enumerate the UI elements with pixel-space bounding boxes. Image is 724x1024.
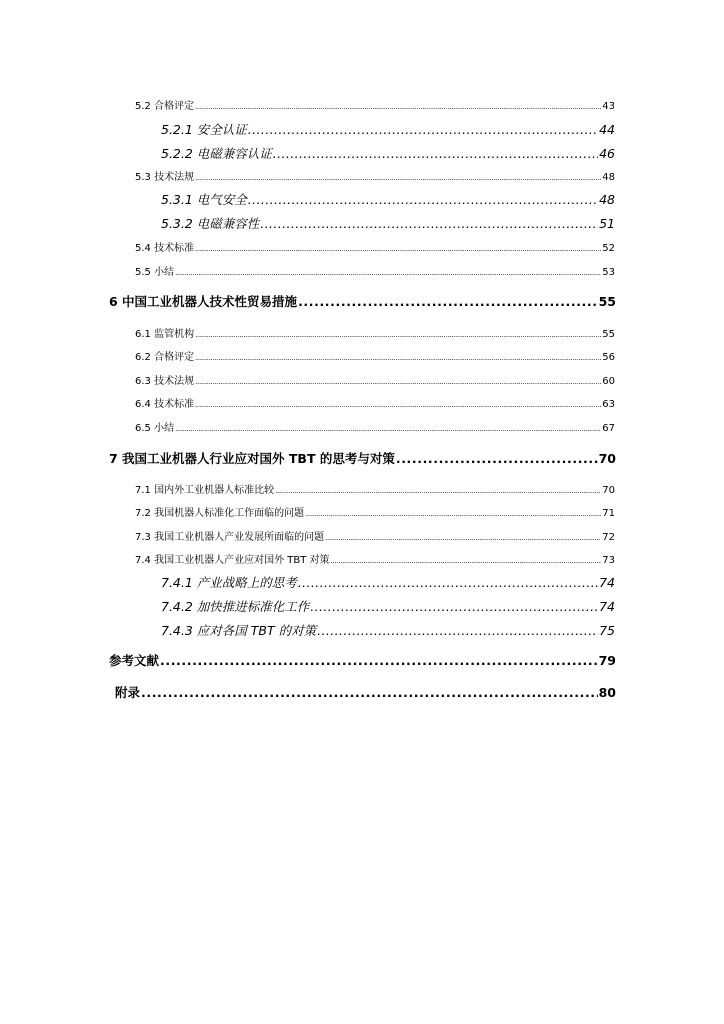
dot-leader [305, 510, 601, 518]
toc-entry-5-2[interactable] [135, 97, 615, 112]
toc-page-number: 55 [598, 294, 616, 309]
toc-label: 5.5 小结 [135, 267, 175, 278]
toc-entry-6-4[interactable] [135, 395, 615, 410]
toc-entry-5-3-2[interactable] [161, 214, 615, 232]
toc-page-number: 56 [602, 352, 615, 363]
toc-entry-chapter-7[interactable] [109, 449, 616, 467]
dot-leader [195, 354, 601, 362]
dot-leader [298, 575, 598, 590]
toc-page-number: 53 [602, 267, 615, 278]
toc-page-number: 80 [598, 685, 616, 700]
toc-entry-5-4[interactable] [135, 239, 615, 254]
toc-page-number: 71 [602, 508, 615, 519]
toc-label: 5.3 技术法规 [135, 172, 195, 183]
toc-label: 7.4 我国工业机器人产业应对国外 TBT 对策 [135, 555, 330, 566]
dot-leader [298, 294, 598, 309]
dot-leader [248, 122, 598, 137]
toc-entry-6-3[interactable] [135, 372, 615, 387]
toc-page-number: 44 [599, 122, 615, 137]
toc-label: 7.3 我国工业机器人产业发展所面临的问题 [135, 532, 325, 543]
dot-leader [317, 623, 598, 638]
dot-leader [175, 269, 601, 277]
toc-entry-6-2[interactable] [135, 348, 615, 363]
toc-label: 7.2 我国机器人标准化工作面临的问题 [135, 508, 305, 519]
toc-entry-6-1[interactable] [135, 325, 615, 340]
dot-leader [275, 487, 601, 495]
toc-page-number: 63 [602, 399, 615, 410]
toc-page-number: 70 [598, 451, 616, 466]
dot-leader [160, 653, 598, 668]
toc-label: 5.3.1 电气安全 [161, 192, 247, 207]
toc-page-number: 70 [602, 485, 615, 496]
dot-leader [195, 331, 601, 339]
toc-page-number: 79 [598, 653, 616, 668]
toc-label: 5.2 合格评定 [135, 101, 195, 112]
toc-label: 6.5 小结 [135, 423, 175, 434]
toc-entry-7-4-1[interactable] [161, 573, 615, 591]
toc-label: 7.4.3 应对各国 TBT 的对策 [161, 623, 317, 638]
toc-entry-references[interactable] [109, 651, 616, 669]
toc-page-number: 48 [599, 192, 615, 207]
toc-label: 7.1 国内外工业机器人标准比较 [135, 485, 275, 496]
toc-label: 5.4 技术标准 [135, 243, 195, 254]
dot-leader [310, 599, 598, 614]
toc-label: 参考文献 [109, 653, 160, 668]
toc-page-number: 72 [602, 532, 615, 543]
dot-leader [331, 557, 602, 565]
toc-page-number: 60 [602, 376, 615, 387]
toc-page-number: 51 [599, 216, 615, 231]
toc-entry-7-1[interactable] [135, 481, 615, 496]
toc-entry-appendix[interactable] [115, 683, 616, 701]
toc-label: 5.3.2 电磁兼容性 [161, 216, 260, 231]
toc-entry-5-3-1[interactable] [161, 190, 615, 208]
toc-entry-7-4[interactable] [135, 551, 615, 566]
toc-label: 附录 [115, 685, 141, 700]
toc-label: 5.2.1 安全认证 [161, 122, 247, 137]
toc-entry-7-4-3[interactable] [161, 621, 615, 639]
dot-leader [273, 146, 598, 161]
toc-label: 6.4 技术标准 [135, 399, 195, 410]
toc-entry-7-4-2[interactable] [161, 597, 615, 615]
toc-entry-5-2-1[interactable] [161, 120, 615, 138]
toc-label: 7 我国工业机器人行业应对国外 TBT 的思考与对策 [109, 451, 395, 466]
toc-page-number: 46 [599, 146, 615, 161]
dot-leader [195, 103, 601, 111]
toc-label: 6.2 合格评定 [135, 352, 195, 363]
toc-page-number: 67 [602, 423, 615, 434]
toc-page-number: 73 [602, 555, 615, 566]
dot-leader [260, 216, 598, 231]
dot-leader [195, 378, 601, 386]
toc-entry-5-5[interactable] [135, 263, 615, 278]
toc-entry-7-3[interactable] [135, 528, 615, 543]
toc-entry-7-2[interactable] [135, 504, 615, 519]
toc-page-number: 74 [599, 575, 615, 590]
toc-label: 5.2.2 电磁兼容认证 [161, 146, 272, 161]
toc-entry-6-5[interactable] [135, 419, 615, 434]
dot-leader [175, 425, 601, 433]
dot-leader [195, 401, 601, 409]
toc-label: 6.1 监管机构 [135, 329, 195, 340]
toc-page-number: 75 [599, 623, 615, 638]
toc-label: 7.4.2 加快推进标准化工作 [161, 599, 310, 614]
toc-entry-5-3[interactable] [135, 168, 615, 183]
toc-label: 6 中国工业机器人技术性贸易措施 [109, 294, 298, 309]
toc-page-number: 74 [599, 599, 615, 614]
toc-entry-chapter-6[interactable] [109, 292, 616, 310]
toc-page-number: 52 [602, 243, 615, 254]
dot-leader [195, 245, 601, 253]
toc-page-number: 55 [602, 329, 615, 340]
dot-leader [141, 685, 598, 700]
toc-page-number: 48 [602, 172, 615, 183]
toc-entry-5-2-2[interactable] [161, 144, 615, 162]
dot-leader [195, 174, 601, 182]
toc-label: 6.3 技术法规 [135, 376, 195, 387]
dot-leader [325, 534, 601, 542]
dot-leader [248, 192, 598, 207]
dot-leader [396, 451, 598, 466]
toc-label: 7.4.1 产业战略上的思考 [161, 575, 297, 590]
toc-page-number: 43 [602, 101, 615, 112]
